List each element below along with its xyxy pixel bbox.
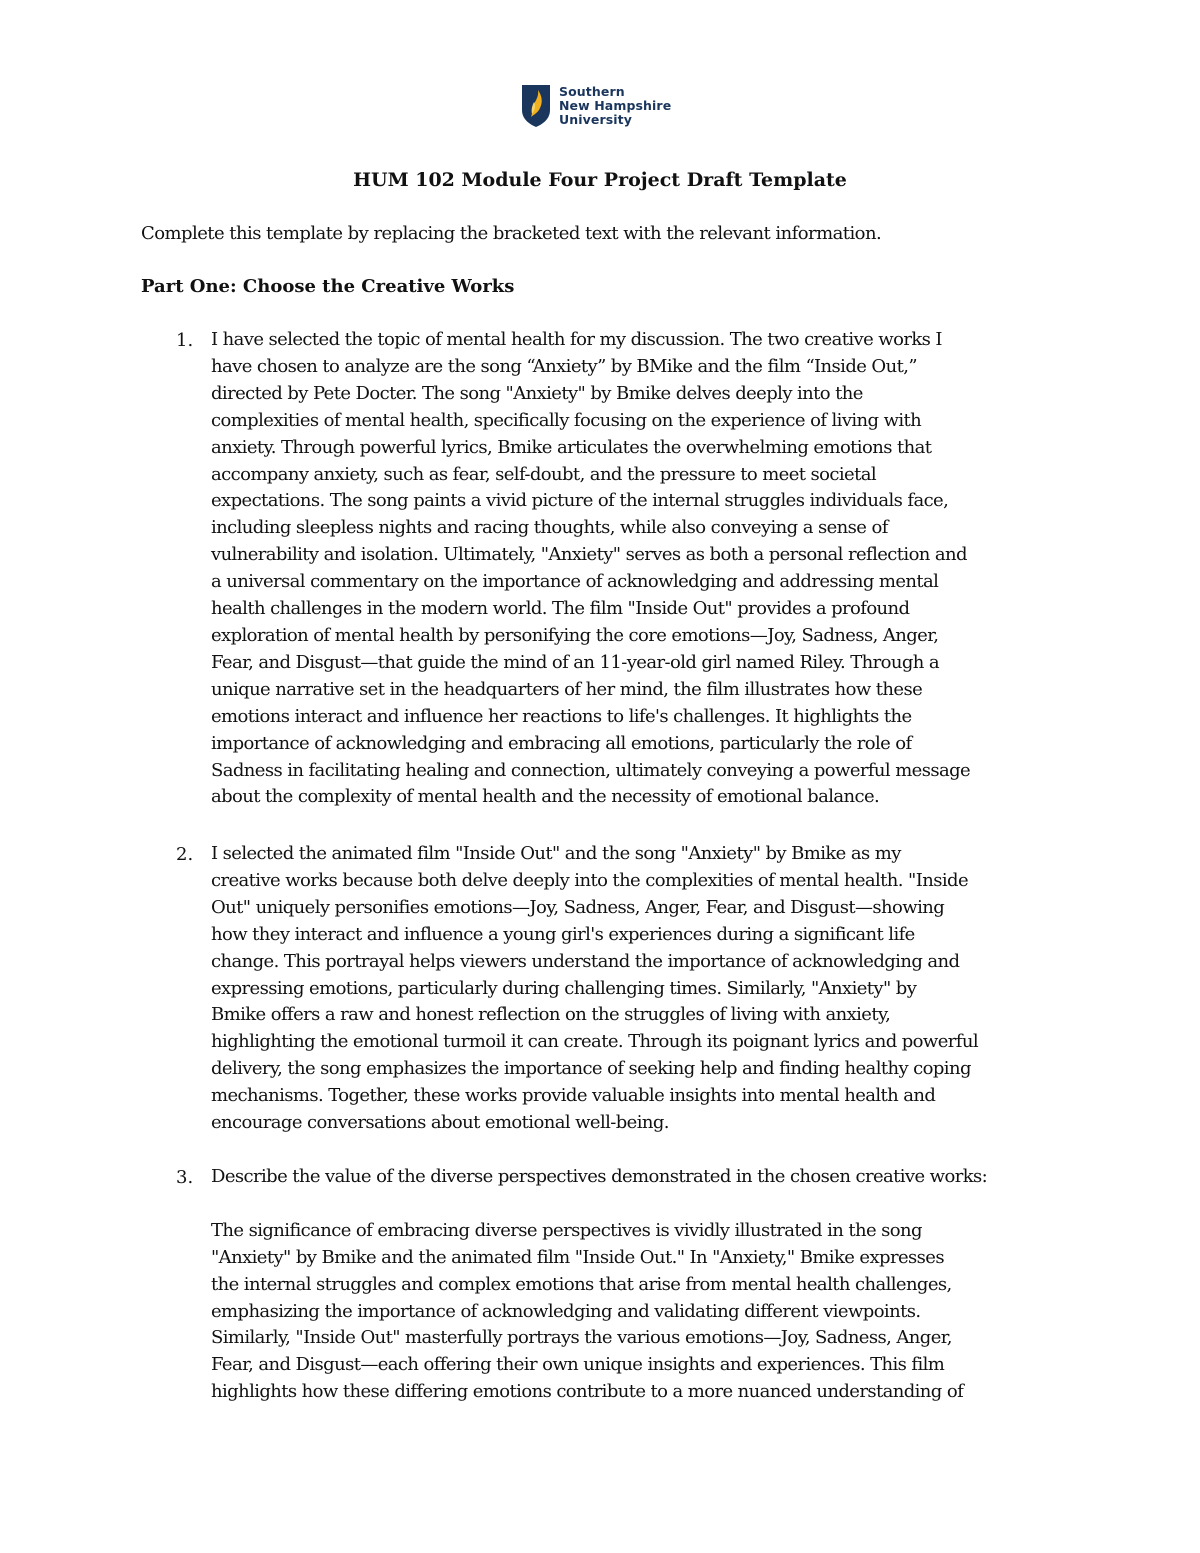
text-line: have chosen to analyze are the song “Anxiety” by BMike and the film “Inside Out,” <box>211 355 917 377</box>
text-line: health challenges in the modern world. The film "Inside Out" provides a profound <box>211 598 910 620</box>
logo-line-3: University <box>559 112 632 127</box>
logo-line-2: New Hampshire <box>559 98 672 113</box>
text-line: delivery, the song emphasizes the importance of seeking help and finding healthy coping <box>211 1058 971 1080</box>
text-line: Out" uniquely personifies emotions—Joy, Sadness, Anger, Fear, and Disgust—showing <box>211 896 945 918</box>
text-line: how they interact and influence a young girl's experiences during a significant life <box>211 923 915 945</box>
text-line: "Anxiety" by Bmike and the animated film "Inside Out." In "Anxiety," Bmike expresses <box>211 1246 944 1268</box>
text-line: Fear, and Disgust—each offering their own unique insights and experiences. This film <box>211 1354 945 1376</box>
text-line: The significance of embracing diverse perspectives is vividly illustrated in the song <box>211 1219 922 1241</box>
logo-line-1: Southern <box>559 84 625 99</box>
text-line: exploration of mental health by personifying the core emotions—Joy, Sadness, Anger, <box>211 624 939 646</box>
text-line: mechanisms. Together, these works provide valuable insights into mental health and <box>211 1085 936 1107</box>
text-line: a universal commentary on the importance of acknowledging and addressing mental <box>211 571 939 593</box>
text-line: anxiety. Through powerful lyrics, Bmike articulates the overwhelming emotions that <box>211 436 932 458</box>
spacer <box>211 1191 1071 1218</box>
list-item-text <box>211 841 1071 1137</box>
text-line: highlighting the emotional turmoil it can create. Through its poignant lyrics and powerful <box>211 1031 978 1053</box>
text-line: including sleepless nights and racing thoughts, while also conveying a sense of <box>211 517 888 539</box>
text-line: complexities of mental health, specifically focusing on the experience of living with <box>211 409 922 431</box>
text-line: expectations. The song paints a vivid picture of the internal struggles individuals face, <box>211 490 949 512</box>
text-line: Similarly, "Inside Out" masterfully portrays the various emotions—Joy, Sadness, Anger, <box>211 1327 952 1349</box>
text-line: about the complexity of mental health and the necessity of emotional balance. <box>211 786 880 808</box>
text-line: Bmike offers a raw and honest reflection on the struggles of living with anxiety, <box>211 1004 891 1026</box>
text-line: Sadness in facilitating healing and connection, ultimately conveying a powerful message <box>211 759 971 781</box>
text-line: unique narrative set in the headquarters of her mind, the film illustrates how these <box>211 678 923 700</box>
text-line: I have selected the topic of mental health for my discussion. The two creative works I <box>211 329 942 350</box>
item-prompt: Describe the value of the diverse perspectives demonstrated in the chosen creative works: <box>211 1166 988 1187</box>
list-number: 2. <box>176 844 194 865</box>
text-line: emphasizing the importance of acknowledging and validating different viewpoints. <box>211 1300 921 1322</box>
shield-flame-icon <box>521 84 551 128</box>
text-line: expressing emotions, particularly during challenging times. Similarly, "Anxiety" by <box>211 977 917 999</box>
text-line: the internal struggles and complex emotions that arise from mental health challenges, <box>211 1273 952 1295</box>
text-line: importance of acknowledging and embracing all emotions, particularly the role of <box>211 732 912 754</box>
text-line: change. This portrayal helps viewers understand the importance of acknowledging and <box>211 950 960 972</box>
text-line: vulnerability and isolation. Ultimately, "Anxiety" serves as both a personal reflection and <box>211 544 967 566</box>
logo-wordmark <box>559 85 671 127</box>
part-one-heading: Part One: Choose the Creative Works <box>141 276 515 297</box>
list-number: 3. <box>176 1167 194 1188</box>
text-line: I selected the animated film "Inside Out" and the song "Anxiety" by Bmike as my <box>211 843 901 864</box>
university-logo <box>521 84 671 128</box>
text-line: Fear, and Disgust—that guide the mind of an 11-year-old girl named Riley. Through a <box>211 651 940 673</box>
text-line: emotions interact and influence her reactions to life's challenges. It highlights the <box>211 705 912 727</box>
list-item-text <box>211 1164 1071 1406</box>
intro-instructions: Complete this template by replacing the bracketed text with the relevant information. <box>141 223 882 244</box>
text-line: creative works because both delve deeply into the complexities of mental health. "Inside <box>211 869 968 891</box>
text-line: directed by Pete Docter. The song "Anxiety" by Bmike delves deeply into the <box>211 382 863 404</box>
text-line: encourage conversations about emotional well-being. <box>211 1112 669 1134</box>
text-line: accompany anxiety, such as fear, self-doubt, and the pressure to meet societal <box>211 463 877 485</box>
document-title: HUM 102 Module Four Project Draft Template <box>353 169 847 191</box>
text-line: highlights how these differing emotions contribute to a more nuanced understanding of <box>211 1381 964 1403</box>
list-number: 1. <box>176 330 194 351</box>
list-item-text <box>211 327 1071 811</box>
